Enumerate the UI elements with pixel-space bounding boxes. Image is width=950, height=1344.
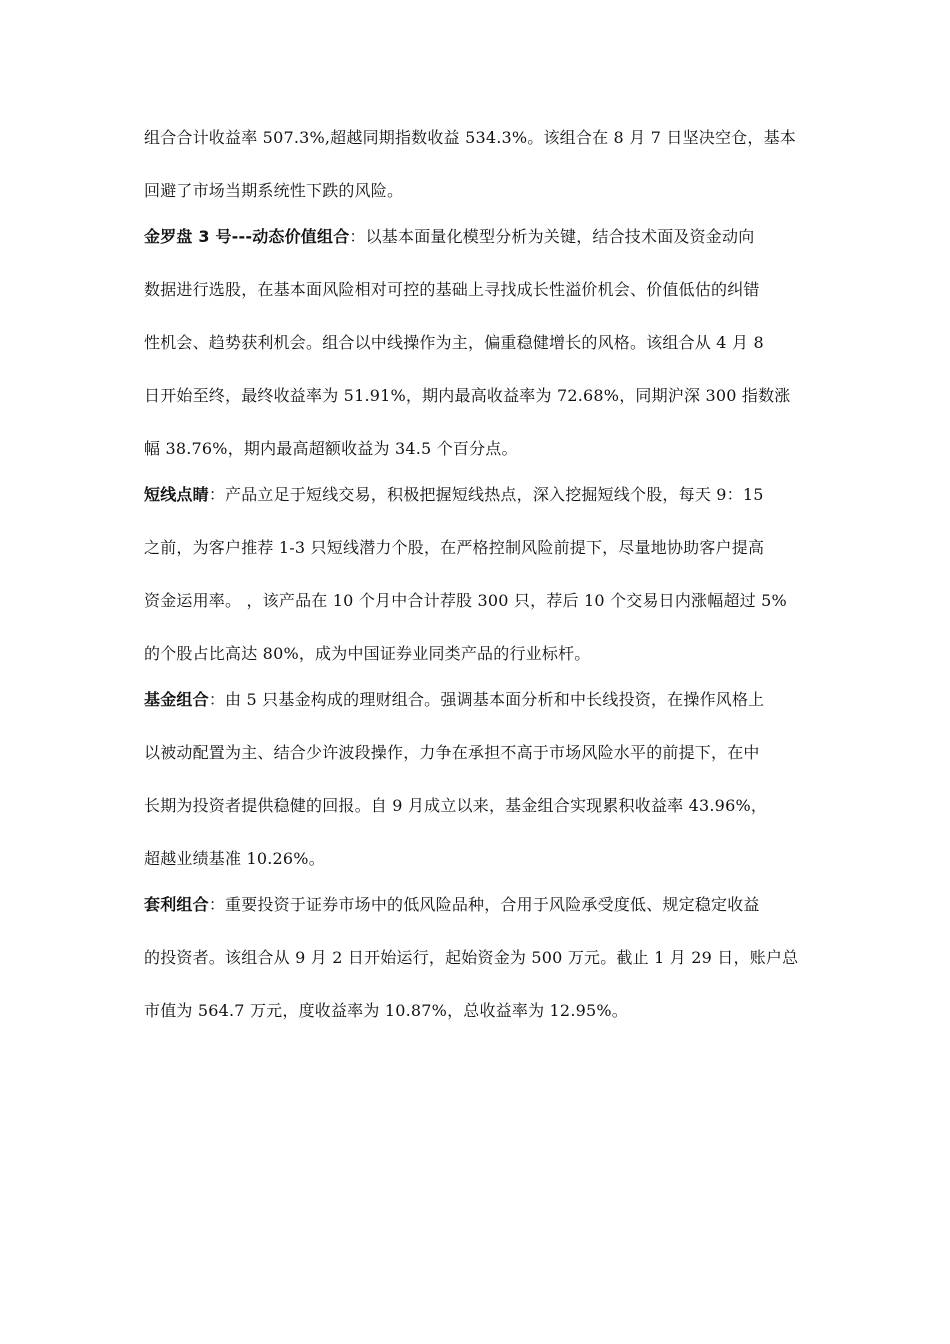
paragraph-line bbox=[144, 226, 824, 248]
paragraph-text: ：产品立足于短线交易，积极把握短线热点，深入挖掘短线个股，每天 9：15 bbox=[208, 485, 764, 504]
paragraph-line bbox=[144, 1000, 824, 1022]
paragraph-text: 市值为 564.7 万元，度收益率为 10.87%，总收益率为 12.95%。 bbox=[144, 1001, 628, 1020]
paragraph-text: 数据进行选股，在基本面风险相对可控的基础上寻找成长性溢价机会、价值低估的纠错 bbox=[144, 280, 760, 299]
paragraph-text: 回避了市场当期系统性下跌的风险。 bbox=[144, 181, 404, 200]
paragraph-line bbox=[144, 279, 824, 301]
paragraph-line bbox=[144, 643, 824, 665]
paragraph-line bbox=[144, 795, 824, 817]
section-heading: 短线点睛 bbox=[144, 485, 209, 504]
paragraph-text: 的投资者。该组合从 9 月 2 日开始运行，起始资金为 500 万元。截止 1 月 29 日，账户总 bbox=[144, 948, 799, 967]
paragraph-line bbox=[144, 894, 824, 916]
paragraph-text: ：以基本面量化模型分析为关键，结合技术面及资金动向 bbox=[349, 227, 755, 246]
paragraph-line bbox=[144, 689, 824, 711]
paragraph-text: 性机会、趋势获利机会。组合以中线操作为主，偏重稳健增长的风格。该组合从 4 月 8 bbox=[144, 333, 764, 352]
section-heading: 基金组合 bbox=[144, 690, 209, 709]
paragraph-line bbox=[144, 947, 824, 969]
paragraph-text: ：由 5 只基金构成的理财组合。强调基本面分析和中长线投资，在操作风格上 bbox=[208, 690, 765, 709]
paragraph-text: 之前，为客户推荐 1-3 只短线潜力个股，在严格控制风险前提下，尽量地协助客户提高 bbox=[144, 538, 765, 557]
paragraph-line bbox=[144, 180, 824, 202]
section-heading: 金罗盘 3 号---动态价值组合 bbox=[144, 227, 350, 246]
paragraph-text: ：重要投资于证券市场中的低风险品种，合用于风险承受度低、规定稳定收益 bbox=[208, 895, 760, 914]
paragraph-text: 以被动配置为主、结合少许波段操作，力争在承担不高于市场风险水平的前提下，在中 bbox=[144, 743, 760, 762]
paragraph-line bbox=[144, 438, 824, 460]
paragraph-line bbox=[144, 590, 824, 612]
paragraph-line bbox=[144, 537, 824, 559]
paragraph-text: 长期为投资者提供稳健的回报。自 9 月成立以来，基金组合实现累积收益率 43.96%， bbox=[144, 796, 768, 815]
paragraph-text: 的个股占比高达 80%，成为中国证券业同类产品的行业标杆。 bbox=[144, 644, 591, 663]
paragraph-text: 幅 38.76%，期内最高超额收益为 34.5 个百分点。 bbox=[144, 439, 518, 458]
paragraph-text: 日开始至终，最终收益率为 51.91%，期内最高收益率为 72.68%，同期沪深 300 指数涨 bbox=[144, 386, 791, 405]
section-heading: 套利组合 bbox=[144, 895, 209, 914]
paragraph-line bbox=[144, 385, 824, 407]
paragraph-line bbox=[144, 848, 824, 870]
paragraph-line bbox=[144, 484, 824, 506]
paragraph-line bbox=[144, 742, 824, 764]
paragraph-line bbox=[144, 332, 824, 354]
paragraph-line bbox=[144, 127, 824, 149]
paragraph-text: 资金运用率。 ，该产品在 10 个月中合计荐股 300 只，荐后 10 个交易日内涨幅超过 5% bbox=[144, 591, 787, 610]
paragraph-text: 超越业绩基准 10.26%。 bbox=[144, 849, 325, 868]
paragraph-text: 组合合计收益率 507.3%,超越同期指数收益 534.3%。该组合在 8 月 7 日坚决空仓，基本 bbox=[144, 128, 796, 147]
